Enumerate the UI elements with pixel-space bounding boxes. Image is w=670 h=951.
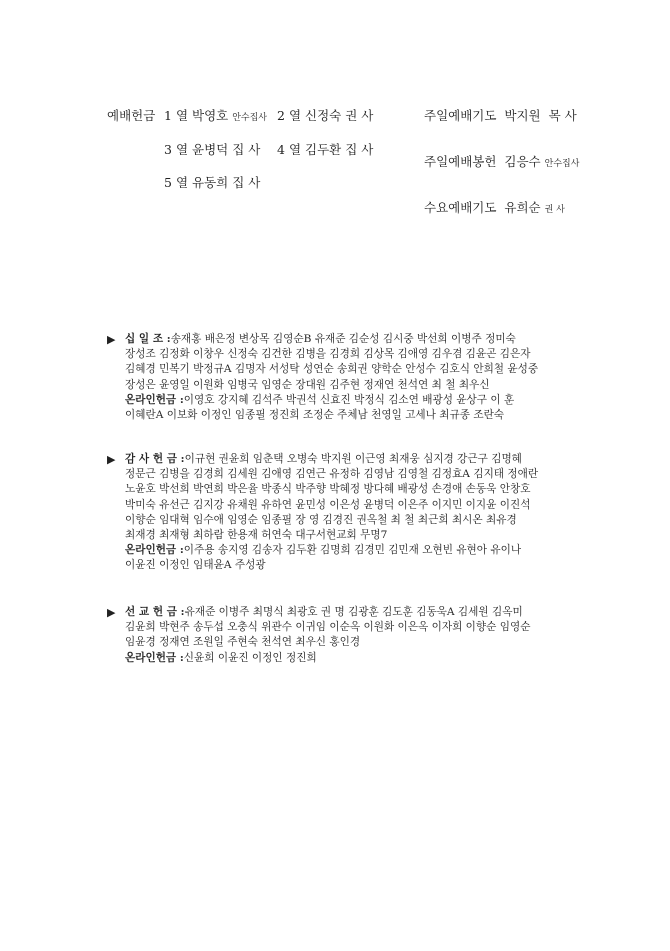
section-line	[125, 635, 565, 650]
name-list-line: 유재준 이병주 최명식 최광호 권 명 김광훈 김도훈 김동욱A 김세원 김옥미	[184, 606, 523, 618]
name-list-line: 이규현 권윤희 임춘택 오병숙 박지원 이근영 최재웅 심지경 강근구 김명혜	[184, 453, 522, 465]
section-line	[125, 452, 565, 467]
name-list-line: 이윤진 이정인 임태윤A 주성광	[125, 559, 266, 572]
offering-person-name: 윤병덕	[192, 142, 229, 157]
section-line	[125, 467, 565, 482]
name-list-line: 임윤경 정재연 조원일 주현숙 천석연 최우신 홍인경	[125, 636, 361, 649]
offering-row1-entry1	[164, 106, 267, 124]
section-line	[125, 362, 565, 377]
offering-person-name: 김두환	[305, 142, 342, 157]
offering-person-name: 유동희	[192, 175, 229, 190]
section-line	[125, 528, 565, 543]
section-line	[125, 513, 565, 528]
name-list-line: 김혜경 민복기 박정규A 김명자 서성탁 성연순 송희권 양학순 안성수 김호식 안희철 윤성중	[125, 363, 539, 376]
offering-row-num: 5	[164, 175, 172, 190]
section-label: 십 일 조 :	[125, 333, 171, 345]
name-list-line: 정문근 김병을 김경희 김세원 김애영 김연근 유정하 김영남 김영철 김정효A 김지태 정애란	[125, 468, 539, 481]
section-line	[125, 347, 565, 362]
offering-label: 예배헌금	[107, 108, 156, 123]
role-person-name: 박지원	[504, 108, 541, 123]
offering-person-name: 박영호	[192, 108, 229, 123]
name-list-line: 송재홍 배은정 변상목 김영순B 유재준 김순성 김시중 박선희 이병주 정미숙	[170, 333, 516, 345]
offering-row2-entry1	[164, 140, 260, 158]
offering-person-title: 권 사	[345, 108, 374, 123]
role-wednesday-prayer	[424, 198, 565, 216]
section-label: 감 사 헌 금 :	[125, 453, 185, 465]
online-offering-label: 온라인헌금 :	[125, 651, 184, 664]
offering-person-title: 안수집사	[232, 113, 267, 123]
role-sunday-prayer	[424, 106, 577, 124]
offering-row-unit: 열	[288, 142, 302, 157]
section-line	[125, 543, 565, 558]
role-label: 수요예배기도	[424, 200, 497, 215]
section-line	[125, 558, 565, 573]
name-list-line: 김윤희 박현주 송두섭 오충식 위관수 이귀임 이순옥 이원화 이은옥 이자희 이향순 임영순	[125, 621, 531, 634]
name-list-line: 노윤호 박선희 박연희 박은율 박종식 박주향 박혜정 방다혜 배광성 손경애 손동욱 안창호	[125, 483, 531, 496]
offering-row-num: 4	[277, 142, 285, 157]
role-person-title: 목 사	[548, 108, 577, 123]
name-list-line: 이영호 강지혜 김석주 박권석 신효진 박정식 김소연 배광성 윤상구 이 훈	[183, 393, 515, 406]
name-list-line: 신윤희 이윤진 이정인 정진희	[183, 651, 317, 664]
section-line	[125, 378, 565, 393]
offering-row2-entry2	[277, 140, 373, 158]
section-label: 선 교 헌 금 :	[125, 606, 185, 618]
role-person-title: 권 사	[544, 205, 565, 215]
offering-row3-entry1	[164, 173, 260, 191]
section-line	[125, 393, 565, 408]
marker-triangle-icon: ▶	[107, 333, 116, 346]
offering-row-num: 1	[164, 108, 172, 123]
name-list-line: 이주용 송지영 김송자 김두환 김명희 김경민 김민재 오현빈 유현아 유이나	[183, 544, 522, 557]
section-line	[125, 620, 565, 635]
offering-row-num: 3	[164, 142, 172, 157]
role-label: 주일예배기도	[424, 108, 497, 123]
offering-person-title: 집 사	[345, 142, 374, 157]
online-offering-label: 온라인헌금 :	[125, 544, 184, 557]
marker-triangle-icon: ▶	[107, 453, 116, 466]
name-list-line: 장성은 윤영일 이원화 임병국 임영순 장대원 김주현 정재연 천석연 최 철 최우신	[125, 378, 490, 391]
role-person-name: 유희순	[504, 200, 541, 215]
offering-row-num: 2	[277, 108, 285, 123]
role-person-title: 안수집사	[544, 159, 580, 169]
role-sunday-offering	[424, 152, 579, 170]
section-line	[125, 651, 565, 666]
name-list-line: 최재경 최재형 최하람 한용재 허연숙 대구서현교회 무명7	[125, 529, 388, 542]
offering-person-name: 신정숙	[305, 108, 342, 123]
role-person-name: 김응수	[504, 154, 541, 169]
name-list-line: 이향순 임대혁 임수애 임영순 임종필 장 영 김경진 권옥철 최 철 최근희 최시온 최유경	[125, 513, 517, 526]
marker-triangle-icon: ▶	[107, 606, 116, 619]
offering-row1-entry2	[277, 106, 373, 124]
name-list-line: 박미숙 유선근 김지강 유채원 유하연 윤민성 이은성 윤병덕 이은주 이지민 이지윤 이진석	[125, 498, 531, 511]
offering-row-unit: 열	[175, 142, 189, 157]
online-offering-label: 온라인헌금 :	[125, 393, 184, 406]
role-label: 주일예배봉헌	[424, 154, 497, 169]
offering-person-title: 집 사	[232, 175, 261, 190]
section-line	[125, 482, 565, 497]
offering-row-unit: 열	[175, 175, 189, 190]
name-list-line: 장성조 김정화 이창우 신정숙 김건한 김병을 김경희 김상목 김애영 김우겸 김윤곤 김은자	[125, 348, 531, 361]
section-line	[125, 605, 565, 620]
offering-row-unit: 열	[175, 108, 189, 123]
offering-person-title: 집 사	[232, 142, 261, 157]
section-line	[125, 408, 565, 423]
section-line	[125, 498, 565, 513]
name-list-line: 이혜란A 이보화 이정인 임종필 정진희 조정순 주체남 천영일 고세나 최규종 조란숙	[125, 409, 505, 422]
offering-row-unit: 열	[288, 108, 302, 123]
section-line	[125, 332, 565, 347]
